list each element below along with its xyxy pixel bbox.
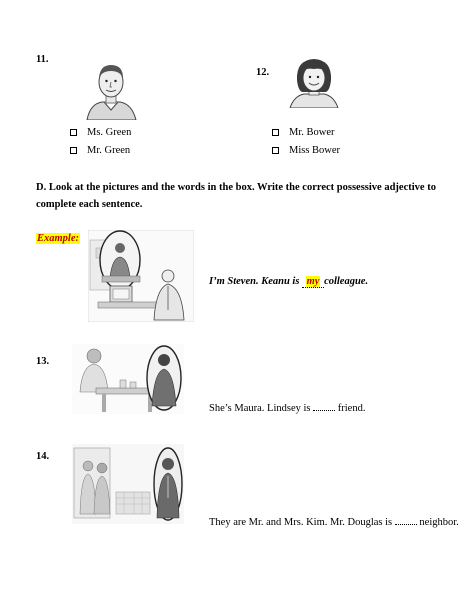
question-14-number: 14. <box>36 451 50 462</box>
question-13-number: 13. <box>36 356 50 367</box>
checkbox-icon[interactable] <box>272 129 279 136</box>
q11-option-ms-green[interactable]: Ms. Green <box>70 127 131 138</box>
women-friends-image <box>72 344 184 414</box>
q11-option-mr-green[interactable]: Mr. Green <box>70 145 130 156</box>
question-12-number: 12. <box>256 67 270 78</box>
question-11-number: 11. <box>36 54 49 65</box>
question-14-sentence: They are Mr. and Mrs. Kim. Mr. Douglas is neighbor. <box>209 517 459 528</box>
example-sentence: I’m Steven. Keanu is my colleague. <box>209 276 369 287</box>
section-d-instruction: D. Look at the pictures and the words in the box. Write the correct possessive adjective to complete each sentence. <box>36 182 436 210</box>
office-colleagues-image <box>88 230 194 322</box>
example-answer-blank: my <box>302 276 324 288</box>
girl-portrait-image <box>286 56 342 108</box>
checkbox-icon[interactable] <box>70 147 77 154</box>
example-label: Example: <box>37 233 79 244</box>
q12-option-miss-bower[interactable]: Miss Bower <box>272 145 340 156</box>
man-portrait-image <box>82 60 140 120</box>
checkbox-icon[interactable] <box>70 129 77 136</box>
q12-option-mr-bower[interactable]: Mr. Bower <box>272 127 335 138</box>
neighbors-image <box>72 444 184 524</box>
question-14-answer-blank[interactable] <box>395 524 417 525</box>
question-13-sentence: She’s Maura. Lindsey is friend. <box>209 403 366 414</box>
checkbox-icon[interactable] <box>272 147 279 154</box>
question-13-answer-blank[interactable] <box>313 410 335 411</box>
